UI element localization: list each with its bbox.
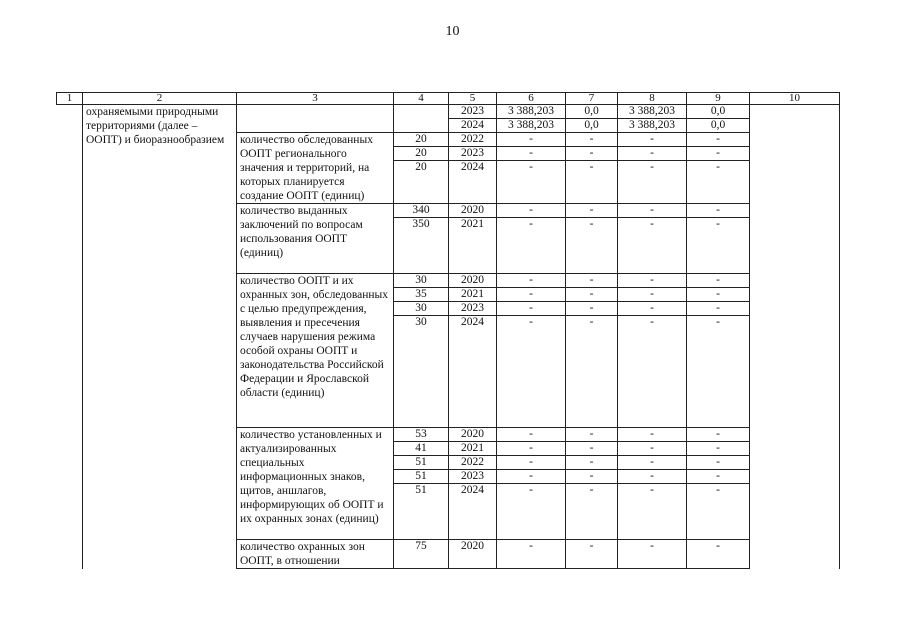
indicator-value-cell: 30 (394, 316, 449, 428)
amount-cell-9: - (687, 204, 750, 218)
amount-cell-8: - (618, 302, 687, 316)
amount-cell-7: - (566, 133, 618, 147)
amount-cell-8: - (618, 316, 687, 428)
indicator-name-cell: количество обследованных ООПТ регионального значения и территорий, на которых планируется создание ООПТ (единиц) (237, 133, 394, 204)
year-cell: 2024 (449, 316, 497, 428)
year-cell: 2023 (449, 105, 497, 119)
indicator-value-cell: 20 (394, 147, 449, 161)
amount-cell-7: - (566, 161, 618, 204)
amount-cell-6: - (497, 161, 566, 204)
amount-cell-6: - (497, 133, 566, 147)
amount-cell-7: - (566, 147, 618, 161)
year-cell: 2021 (449, 218, 497, 274)
amount-cell-7: - (566, 302, 618, 316)
year-cell: 2021 (449, 288, 497, 302)
amount-cell-8: - (618, 288, 687, 302)
amount-cell-9: - (687, 288, 750, 302)
amount-cell-7: - (566, 484, 618, 540)
year-cell: 2023 (449, 147, 497, 161)
amount-cell-8: - (618, 133, 687, 147)
indicator-name-cell: количество ООПТ и их охранных зон, обследованных с целью предупреждения, выявления и пресечения случаев нарушения режима особой охраны ООПТ и законодательства Российской Федерации и Ярославской области (единиц) (237, 274, 394, 428)
indicator-name-cell: количество выданных заключений по вопросам использования ООПТ (единиц) (237, 204, 394, 274)
year-cell: 2024 (449, 161, 497, 204)
amount-cell-6: - (497, 274, 566, 288)
year-cell: 2021 (449, 442, 497, 456)
amount-cell-6: - (497, 456, 566, 470)
header-cell-5: 5 (449, 93, 497, 105)
amount-cell-9: - (687, 161, 750, 204)
amount-cell-8: - (618, 484, 687, 540)
amount-cell-7: - (566, 274, 618, 288)
amount-cell-9: - (687, 456, 750, 470)
amount-cell-6: - (497, 147, 566, 161)
year-cell: 2024 (449, 119, 497, 133)
amount-cell-6: - (497, 288, 566, 302)
indicator-value-cell: 53 (394, 428, 449, 442)
table-row (57, 105, 840, 119)
header-cell-7: 7 (566, 93, 618, 105)
indicator-value-cell: 30 (394, 274, 449, 288)
indicator-name-cell: количество охранных зон ООПТ, в отношении (237, 540, 394, 569)
indicator-value-cell: 30 (394, 302, 449, 316)
year-cell: 2022 (449, 133, 497, 147)
amount-cell-8: - (618, 161, 687, 204)
amount-cell-8: - (618, 442, 687, 456)
amount-cell-8: 3 388,203 (618, 105, 687, 119)
year-cell: 2023 (449, 302, 497, 316)
indicator-value-cell: 35 (394, 288, 449, 302)
year-cell: 2022 (449, 456, 497, 470)
indicator-value-cell: 51 (394, 470, 449, 484)
amount-cell-9: - (687, 302, 750, 316)
indicator-value-cell: 51 (394, 484, 449, 540)
amount-cell-6: - (497, 470, 566, 484)
page-number: 10 (445, 24, 460, 39)
header-cell-6: 6 (497, 93, 566, 105)
amount-cell-9: 0,0 (687, 119, 750, 133)
amount-cell-7: - (566, 540, 618, 569)
amount-cell-9: - (687, 218, 750, 274)
note-cell (750, 105, 840, 569)
amount-cell-7: - (566, 218, 618, 274)
header-cell-1: 1 (57, 93, 83, 105)
amount-cell-7: - (566, 442, 618, 456)
amount-cell-6: - (497, 204, 566, 218)
amount-cell-6: - (497, 428, 566, 442)
amount-cell-6: - (497, 316, 566, 428)
amount-cell-9: 0,0 (687, 105, 750, 119)
header-cell-3: 3 (237, 93, 394, 105)
indicator-value-cell: 51 (394, 456, 449, 470)
indicator-value-cell: 350 (394, 218, 449, 274)
header-cell-8: 8 (618, 93, 687, 105)
amount-cell-6: 3 388,203 (497, 105, 566, 119)
header-cell-9: 9 (687, 93, 750, 105)
amount-cell-9: - (687, 274, 750, 288)
header-row (57, 93, 840, 105)
header-cell-2: 2 (83, 93, 237, 105)
amount-cell-6: - (497, 484, 566, 540)
amount-cell-9: - (687, 484, 750, 540)
amount-cell-8: - (618, 274, 687, 288)
amount-cell-9: - (687, 316, 750, 428)
amount-cell-9: - (687, 540, 750, 569)
year-cell: 2020 (449, 274, 497, 288)
amount-cell-7: - (566, 204, 618, 218)
amount-cell-8: - (618, 204, 687, 218)
program-table (56, 92, 840, 569)
header-cell-4: 4 (394, 93, 449, 105)
amount-cell-8: - (618, 218, 687, 274)
amount-cell-9: - (687, 428, 750, 442)
indicator-name-cell: количество установленных и актуализированных специальных информационных знаков, щитов, аншлагов, информирующих об ООПТ и их охранных зонах (единиц) (237, 428, 394, 540)
amount-cell-7: 0,0 (566, 119, 618, 133)
amount-cell-8: - (618, 456, 687, 470)
year-cell: 2020 (449, 540, 497, 569)
indicator-value-cell: 340 (394, 204, 449, 218)
amount-cell-7: - (566, 470, 618, 484)
amount-cell-7: 0,0 (566, 105, 618, 119)
amount-cell-6: 3 388,203 (497, 119, 566, 133)
indicator-value-cell: 20 (394, 133, 449, 147)
indicator-value-cell (394, 105, 449, 133)
amount-cell-7: - (566, 456, 618, 470)
section-name-cell: охраняемыми природными территориями (далее – ООПТ) и биоразнообразием (83, 105, 237, 569)
indicator-value-cell: 20 (394, 161, 449, 204)
amount-cell-7: - (566, 428, 618, 442)
amount-cell-9: - (687, 442, 750, 456)
row-number-cell (57, 105, 83, 569)
year-cell: 2024 (449, 484, 497, 540)
amount-cell-6: - (497, 540, 566, 569)
indicator-value-cell: 75 (394, 540, 449, 569)
amount-cell-8: - (618, 470, 687, 484)
amount-cell-6: - (497, 218, 566, 274)
indicator-name-cell (237, 105, 394, 133)
amount-cell-8: - (618, 540, 687, 569)
amount-cell-9: - (687, 133, 750, 147)
indicator-value-cell: 41 (394, 442, 449, 456)
amount-cell-8: 3 388,203 (618, 119, 687, 133)
amount-cell-9: - (687, 147, 750, 161)
year-cell: 2020 (449, 428, 497, 442)
amount-cell-8: - (618, 147, 687, 161)
amount-cell-8: - (618, 428, 687, 442)
year-cell: 2023 (449, 470, 497, 484)
amount-cell-9: - (687, 470, 750, 484)
amount-cell-6: - (497, 442, 566, 456)
amount-cell-7: - (566, 288, 618, 302)
amount-cell-7: - (566, 316, 618, 428)
year-cell: 2020 (449, 204, 497, 218)
amount-cell-6: - (497, 302, 566, 316)
header-cell-10: 10 (750, 93, 840, 105)
